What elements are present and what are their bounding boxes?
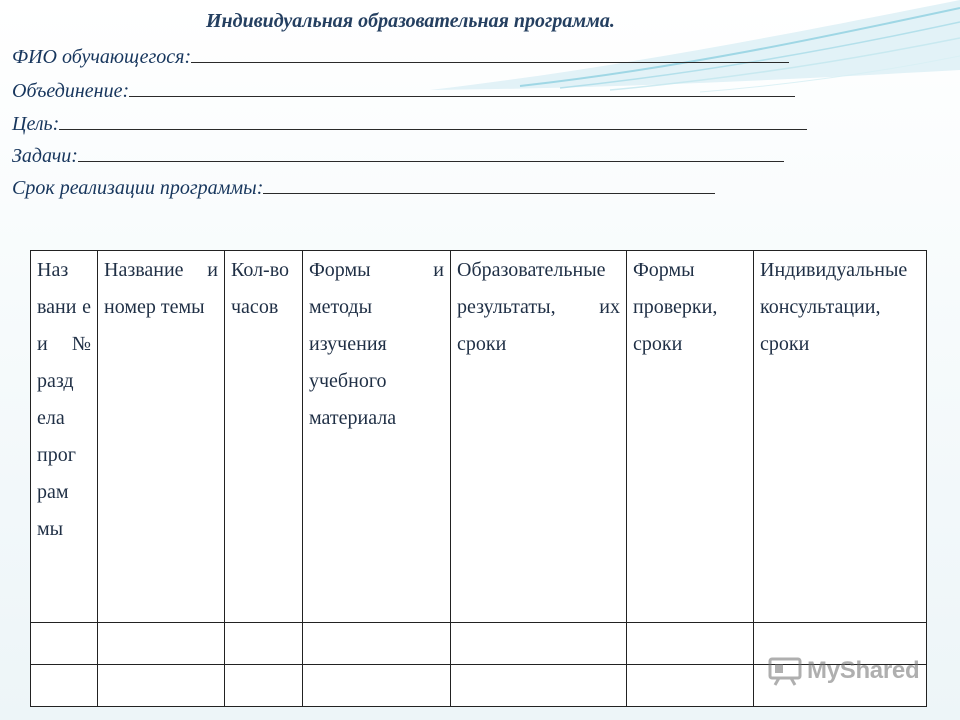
goal-label: Цель: xyxy=(12,113,60,135)
association-label: Объединение: xyxy=(12,80,130,102)
table-cell[interactable] xyxy=(627,665,754,707)
watermark xyxy=(768,656,919,686)
association-blank xyxy=(129,78,795,97)
tasks-field xyxy=(12,143,784,168)
header-learning-outcomes: Образовательные результаты, их сроки xyxy=(451,251,627,623)
program-table xyxy=(30,250,927,707)
page-title: Индивидуальная образовательная программа. xyxy=(206,10,615,32)
student-name-blank xyxy=(191,44,789,63)
table-cell[interactable] xyxy=(31,623,98,665)
table-cell[interactable] xyxy=(303,665,451,707)
term-label: Срок реализации программы: xyxy=(12,177,264,199)
tasks-label: Задачи: xyxy=(12,145,78,167)
table-cell[interactable] xyxy=(31,665,98,707)
watermark-text: MyShared xyxy=(807,657,920,684)
term-field xyxy=(12,175,715,200)
table-header-row xyxy=(31,251,927,623)
header-study-methods: Формы и методы изучения учебного материала xyxy=(303,251,451,623)
goal-blank xyxy=(59,111,807,130)
header-assessment-forms: Формы проверки, сроки xyxy=(627,251,754,623)
table-cell[interactable] xyxy=(225,623,303,665)
table-cell[interactable] xyxy=(451,623,627,665)
table-cell[interactable] xyxy=(225,665,303,707)
association-field xyxy=(12,78,795,103)
header-hours: Кол-во часов xyxy=(225,251,303,623)
presentation-icon xyxy=(768,656,802,686)
table-cell[interactable] xyxy=(98,665,225,707)
goal-field xyxy=(12,111,807,136)
table-cell[interactable] xyxy=(451,665,627,707)
tasks-blank xyxy=(78,143,784,162)
term-blank xyxy=(263,175,715,194)
header-consultations: Индивидуальные консультации, сроки xyxy=(754,251,927,623)
table-cell[interactable] xyxy=(303,623,451,665)
student-name-label: ФИО обучающегося: xyxy=(12,46,192,68)
table-cell[interactable] xyxy=(627,623,754,665)
table-cell[interactable] xyxy=(98,623,225,665)
header-topic-name: Название и номер темы xyxy=(98,251,225,623)
header-section-name: Наз вани е и № разд ела прог рам мы xyxy=(31,251,98,623)
student-name-field xyxy=(12,44,789,69)
